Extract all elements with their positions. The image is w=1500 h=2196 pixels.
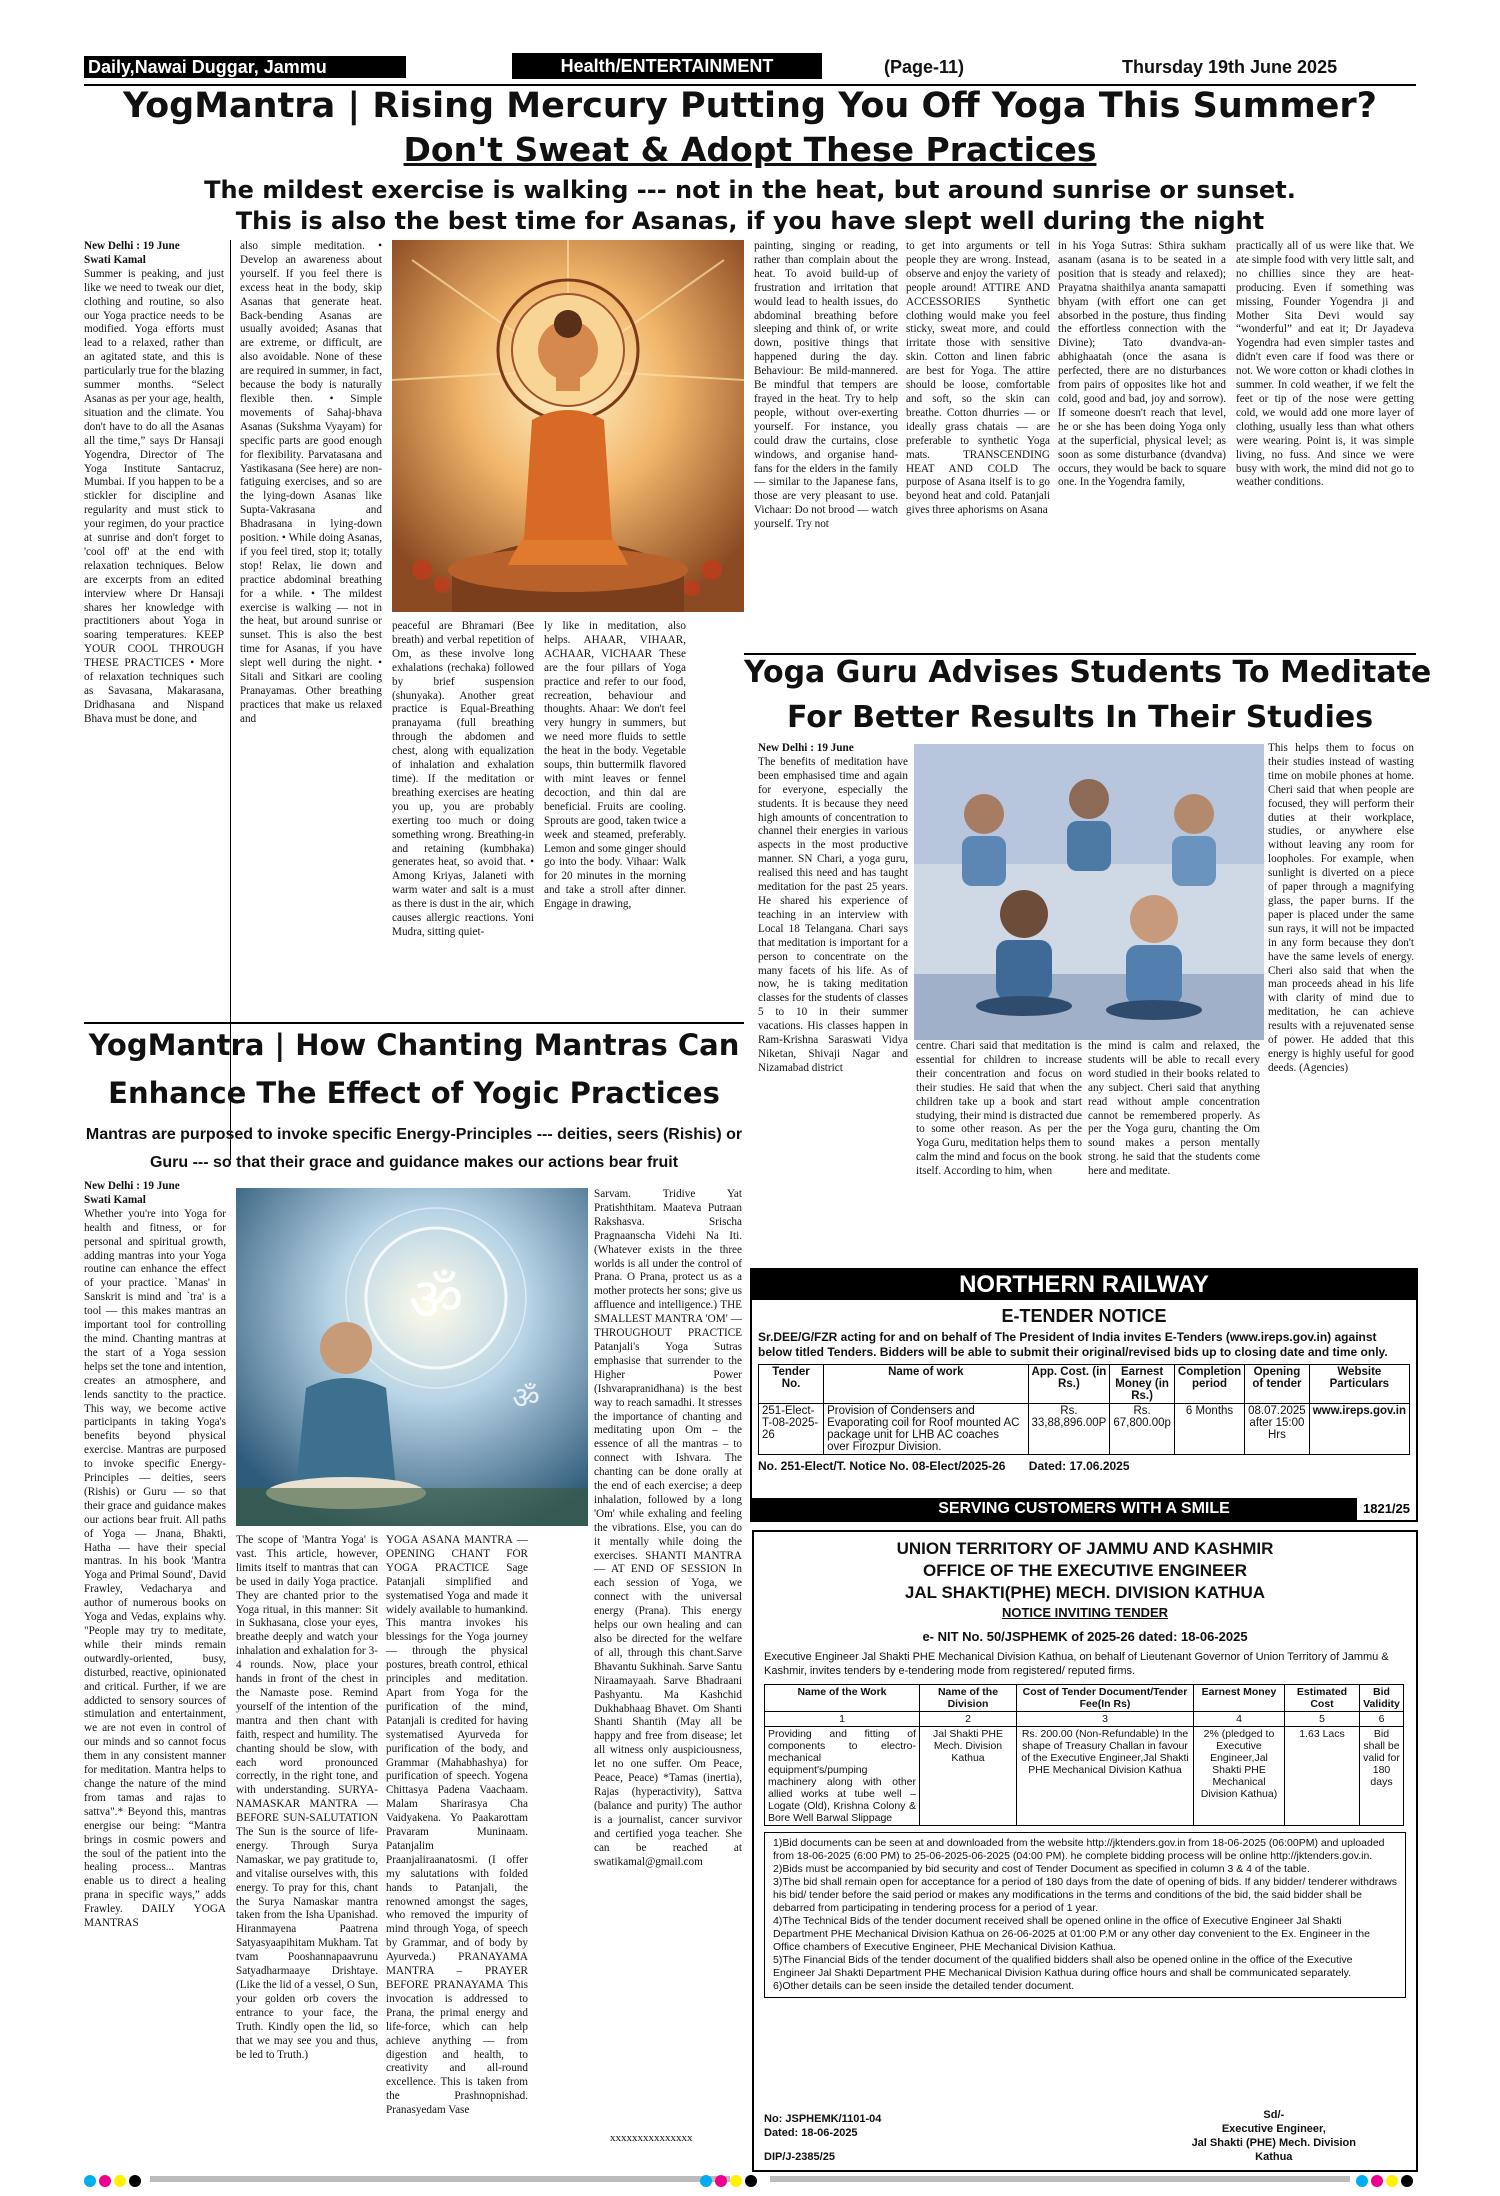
jk-c2: Rs. 200.00 (Non-Refundable) In the shape of Treasury Challan in favour of the Executive Engineer,Jal Shakti PHE Mechanical Division Kathua [1017, 1727, 1194, 1826]
reg-dot-black-3 [1401, 2175, 1413, 2187]
jk-n4: 5 [1285, 1712, 1360, 1727]
jk-c0: Providing and fitting of components to electro-mechanical equipment's/pumping machinery along with other allied works at tube well –Logate (Old), Krishna Colony & Bore Well Barwal Slippage [765, 1727, 920, 1826]
om-meditation-image [236, 1188, 588, 1526]
railway-slogan: SERVING CUSTOMERS WITH A SMILE [938, 1500, 1230, 1517]
mantra-column-4 [594, 1188, 742, 2124]
main-col4-text: ly like in meditation, also helps. AHAAR, VIHAAR, ACHAAR, VICHAAR These are the four pillars of Yoga practice and refer to our food, recreation, behaviour and thoughts. Ahaar: We don't feel very hungry in summers, but we need more fluids to settle the heat in the body. Vegetable soups, thin buttermilk flavored with mint leaves or fennel decoction, and thin dal are beneficial. Fruits are cooling. Sprouts are good, taken twice a week and steamed, preferably. Lemon and some ginger should go into the body. Vihaar: Walk for 20 minutes in the morning and take a stroll after dinner. Engage in drawing, [544, 620, 686, 911]
guru-column-4 [1268, 742, 1414, 1266]
main-col1-text: Summer is peaking, and just like we need to tweak our diet, clothing and routine, so also our Yoga practice needs to be modified. Yoga efforts must lead to a relaxed, rather than an agitated state, and this is particularly true for the blazing summer months. “Select Asanas as per your age, health, situation and the climate. You don't have to do all the Asanas all the time,” says Dr Hansaji Yogendra, Director of The Yoga Institute Santacruz, Mumbai. If you happen to be a stickler for discipline and regularity and must stick to your regimen, do your practice at sunrise and don't forget to 'cool off' at the end with relaxation techniques. Below are excerpts from an edited interview where Dr Hansaji shares her knowledge with practitioners about Yoga in soaring temperatures. KEEP YOUR COOL THROUGH THESE PRACTICES • More of relaxation techniques such as Savasana, Makarasana, Dridhasana and Nispand Bhava must be done, and [84, 267, 224, 725]
svg-text:ॐ: ॐ [512, 1381, 540, 1416]
jk-c4: 1.63 Lacs [1285, 1727, 1360, 1826]
main-subhead: Don't Sweat & Adopt These Practices [403, 130, 1097, 169]
guru-column-1 [758, 742, 908, 1264]
jk-no: No: JSPHEMK/1101-04 [764, 2113, 882, 2125]
railway-h4: Completion period [1174, 1365, 1244, 1404]
main-col8-text: practically all of us were like that. We ate simple food with very little salt, and no chillies since they are heat-producing. Even if something was missing, Founder Yogendra ji and Mother Sita Devi would say “wonderful” and eat it; Dr Jayadeva Yogendra had even simpler tastes and didn't even care if food was there or not. We wore cotton or khadi clothes in summer. In cold weather, if we felt the feet or tip of the nose were getting cold, we would add one more layer of clothing, usually less than what others were wearing. Point is, it was simple living, no fuss. And since we were busy with work, the mind did not go to weather conditions. [1236, 240, 1414, 489]
guru-dateline: New Delhi : 19 June [758, 742, 854, 754]
main-deck-2: This is also the best time for Asanas, if you have slept well during the night [235, 207, 1265, 235]
guru-column-2 [916, 1040, 1082, 1266]
main-column-4 [544, 620, 686, 1016]
jk-h2: Cost of Tender Document/Tender Fee(In Rs) [1017, 1685, 1194, 1712]
railway-c0: 251-Elect-T-08-2025-26 [759, 1404, 824, 1455]
jk-c3: 2% (pledged to Executive Engineer,Jal Shakti PHE Mechanical Division Kathua) [1194, 1727, 1285, 1826]
jk-sig-2: Jal Shakti (PHE) Mech. Division [1191, 2137, 1356, 2149]
mantra-headline-1: YogMantra | How Chanting Mantras Can [88, 1028, 740, 1062]
jk-h1: Name of the Division [920, 1685, 1017, 1712]
jk-row [765, 1727, 1404, 1826]
guru-col4-text: This helps them to focus on their studies instead of wasting time on mobile phones at home. Cheri said that when people are focused, they will perform their duties at their workplace, studies, or anywhere else without leaving any room for loopholes. For example, when sunlight is diverted on a piece of paper through a magnifying glass, the paper burns. If the paper is placed under the same sun rays, it will not be impacted in any form because they don't have the same levels of energy. Cheri also said that when the man proceeds ahead in his life with clarity of mind due to meditation, he can achieve results with a rejuvenated sense of power. He added that this energy is highly useful for good deeds. (Agencies) [1268, 742, 1414, 1074]
railway-c6: www.ireps.gov.in [1309, 1404, 1409, 1455]
jk-c1: Jal Shakti PHE Mech. Division Kathua [920, 1727, 1017, 1826]
railway-dated: Dated: 17.06.2025 [1028, 1459, 1130, 1473]
guru-headline-2: For Better Results In Their Studies [786, 700, 1374, 735]
mantra-deck-2: Guru --- so that their grace and guidance makes our actions bear fruit [149, 1154, 679, 1171]
reg-dot-yellow [114, 2175, 126, 2187]
jk-dated: Dated: 18-06-2025 [764, 2127, 858, 2139]
railway-row [759, 1404, 1410, 1455]
jk-n5: 6 [1360, 1712, 1404, 1727]
main-col3-text: peaceful are Bhramari (Bee breath) and verbal repetition of Om, as these involve long exhalations (rechaka) followed by brief suspension (shunyaka). Another great practice is Equal-Breathing pranayama (full breathing through the abdomen and chest, along with equalization of inhalation and exhalation time). If the meditation or breathing exercises are heating you up, you are probably exerting too much or doing something wrong. Breathing-in and retaining (kumbhaka) generates heat, so avoid that. • Among Kriyas, Jalaneti with warm water and salt is a must as there is dust in the air, which causes allergic reactions. Yoni Mudra, sitting quiet- [392, 620, 534, 938]
jk-header-row [765, 1685, 1404, 1712]
railway-table [758, 1364, 1410, 1455]
jk-h0: Name of the Work [765, 1685, 920, 1712]
reg-dot-cyan [84, 2175, 96, 2187]
railway-h3: Earnest Money (in Rs.) [1110, 1365, 1175, 1404]
reg-dot-magenta-3 [1371, 2175, 1383, 2187]
jk-line-2: OFFICE OF THE EXECUTIVE ENGINEER [923, 1561, 1247, 1580]
masthead-section: Health/ENTERTAINMENT [512, 53, 822, 79]
reg-dot-magenta [99, 2175, 111, 2187]
jk-line-4: NOTICE INVITING TENDER [1001, 1605, 1169, 1620]
guru-col2-text: centre. Chari said that meditation is essential for children to increase their concentration and focus on their studies. He said that when the children take up a book and start studying, their mind is distracted due to some other reason. As per the Yoga Guru, meditation helps them to calm the mind and focus on the book itself. According to him, when [916, 1040, 1082, 1178]
mantra-column-3 [386, 1534, 528, 2160]
reg-dot-cyan-3 [1356, 2175, 1368, 2187]
jk-nit: e- NIT No. 50/JSPHEMK of 2025-26 dated: 18-06-2025 [922, 1629, 1248, 1644]
guru-col1-text: The benefits of meditation have been emphasised time and again for everyone, especially the students. It is because they need high amounts of concentration to channel their energies in various aspects in the most productive manner. SN Chari, a yoga guru, realised this need and has taught meditation for the past 25 years. He shared his experience of teaching in an interview with Local 18 Telangana. Chari says that meditation is important for a person to concentrate on the many facets of his life. As of now, he is taking meditation classes for the students of classes 5 to 10 in their summer vacations. His classes happen in Ram-Krishna Saraswati Vidya Niketan, Shivaji Nagar and Nizamabad district [758, 755, 908, 1074]
railway-c4: 6 Months [1174, 1404, 1244, 1455]
jk-note-5: 5)The Financial Bids of the tender document of the qualified bidders shall also be opened online in the office of the Executive Engineer Jal Shakti Department PHE Mechanical Division Kathua during office hours and shall be communicated separately. [773, 1954, 1353, 1979]
railway-slogan-bar [752, 1498, 1416, 1520]
registration-marks-center [700, 2172, 760, 2191]
jk-intro: Executive Engineer Jal Shakti PHE Mechanical Division Kathua, on behalf of Lieutenant Governor of Union Territory of Jammu & Kashmir, invites tenders by e-tendering mode from registered/ reputed firms. [764, 1651, 1389, 1677]
main-col5-text: painting, singing or reading, rather than complain about the heat. To avoid build-up of frustration and irritation that would lead to health issues, do abdominal breathing before sleeping and think of, or write down, positive things that happened during the day. Behaviour: Be mild-mannered. Be mindful that tempers are frayed in the heat. Try to help people, without over-exerting yourself. For instance, you could draw the curtains, close windows, and organise hand-fans for the elders in the family — similar to the Japanese fans, those are very pleasant to use. Vichaar: Do not brood — watch yourself. Try not [754, 240, 898, 531]
mantra-col3-text: YOGA ASANA MANTRA — OPENING CHANT FOR YOGA PRACTICE Sage Patanjali simplified and systematised Yoga and made it widely available to humankind. This mantra invokes his blessings for the Yoga journey — through the physical postures, breath control, ethical principles and meditation. Apart from Yoga for the purification of the mind, Patanjali is credited for having systematised Ayurveda for purification of the body, and Grammar (Mahabhashya) for purification of speech. Yogena Chittasya Padena Vaachaam. Malam Sharirasya Cha Vaidyakena. Yo Paakarottam Pravaram Muninaam. Patanjalim Praanjaliraanatosmi. (I offer my salutations with folded hands to Patanjali, the renowned amongst the sages, who removed the impurity of mind through Yoga, of speech by Grammar, and of body by Ayurveda.) PRANAYAMA MANTRA – PRAYER BEFORE PRANAYAMA This invocation is addressed to Prana, the primal energy and life-force, which can help achieve anything — from digestion and health, to creativity and all-round excellence. This is taken from the Prashnopnishad. Pranasyedam Vase [386, 1534, 528, 2117]
reg-dot-black [129, 2175, 141, 2187]
mantra-byline: Swati Kamal [84, 1193, 146, 1206]
guru-col3-text: the mind is calm and relaxed, the students will be able to recall every word studied in their books related to any subject. Cheri said that anything read without ample concentration cannot be remembered properly. As per the Yoga guru, chanting the Om sound makes a person mentally strong. he said that the students come here and meditate. [1088, 1040, 1260, 1178]
mantra-col1-text: Whether you're into Yoga for health and fitness, or for personal and spiritual growth, adding mantras into your Yoga routine can enhance the effect of your practice. `Manas' in Sanskrit is mind and `tra' is a tool — this makes mantras an important tool for controlling the mind. Chanting mantras at the start of a Yoga session helps set the tone and intention, creates an atmosphere, and lends sanctity to the practice. This way, we become active participants in taking Yoga's benefits beyond physical exercise. Mantras are purposed to invoke specific Energy-Principles — deities, seers (Rishis) or Guru — so that their grace and guidance makes our actions bear fruit. All paths of Yoga — Jnana, Bhakti, Hatha — have their special mantras. In his book 'Mantra Yoga and Primal Sound', David Frawley, Vedacharya and author of numerous books on Yoga and Vedas, explains why. "People may try to meditate, while their minds remain outwardly-oriented, busy, disturbed, reactive, opinionated and critical. Further, if we are addicted to sensory sources of stimulation and entertainment, we are not even in control of our minds and so cannot focus them in any consistent manner for meditation. Mantra helps to change the nature of the mind from tamas and rajas to sattva".* Beyond this, mantras energise our being: “Mantra brings in cosmic powers and the soul of the patient into the healing process... Mantras enable us to direct a healing prana in specific ways,” adds Frawley. DAILY YOGA MANTRAS [84, 1207, 226, 1930]
jk-notes-box [764, 1832, 1406, 1998]
jk-n3: 4 [1194, 1712, 1285, 1727]
railway-h6: Website Particulars [1309, 1365, 1409, 1404]
railway-c3: Rs. 67,800.00p [1110, 1404, 1175, 1455]
railway-c2: Rs. 33,88,896.00P [1028, 1404, 1110, 1455]
railway-h5: Opening of tender [1245, 1365, 1310, 1404]
registration-bar-left [150, 2176, 730, 2182]
guru-column-3 [1088, 1040, 1260, 1266]
railway-ad [750, 1268, 1418, 1522]
masthead-date: Thursday 19th June 2025 [1122, 57, 1338, 77]
svg-text:ॐ: ॐ [408, 1265, 464, 1335]
jk-c5: Bid shall be valid for 180 days [1360, 1727, 1404, 1826]
railway-notice-line [752, 1457, 1416, 1475]
railway-h2: App. Cost. (in Rs.) [1028, 1365, 1110, 1404]
jk-h4: Estimated Cost [1285, 1685, 1360, 1712]
railway-h1: Name of work [824, 1365, 1028, 1404]
mantra-endmark: xxxxxxxxxxxxxxx [610, 2132, 693, 2144]
meditating-buddha-image [392, 240, 744, 612]
jk-note-3: 3)The bid shall remain open for acceptance for a period of 180 days from the date of opening of bids. If any bidder/ tenderer withdraws his bid/ tender before the said period or makes any modifications in the terms and conditions of the bid, the said bidder shall be debarred from participating in tendering process for a period of 1 year. [773, 1876, 1397, 1914]
main-column-3 [392, 620, 534, 1016]
reg-dot-cyan-2 [700, 2175, 712, 2187]
jk-note-1: 1)Bid documents can be seen at and downloaded from the website http://jktenders.gov.in from 18-06-2025 (06:00PM) and uploaded from 18-06-2025 (6:00 PM) to 25-06-2025-06-2025 (04:00 PM). he complete bidding process will be online http://jktenders.gov.in. [773, 1837, 1385, 1862]
students-meditating-image [914, 744, 1264, 1040]
main-deck-1: The mildest exercise is walking --- not in the heat, but around sunrise or sunset. [204, 176, 1296, 204]
jk-signature [1192, 2108, 1356, 2164]
main-dateline: New Delhi : 19 June [84, 240, 180, 252]
main-headline: YogMantra | Rising Mercury Putting You Off Yoga This Summer? [122, 86, 1377, 126]
masthead-page: (Page-11) [884, 57, 965, 77]
jk-footer-left [764, 2112, 881, 2164]
railway-notice-no: No. 251-Elect/T. Notice No. 08-Elect/2025-26 [758, 1459, 1006, 1473]
jk-note-2: 2)Bids must be accompanied by bid security and cost of Tender Document as specified in column 3 & 4 of the table. [773, 1863, 1310, 1875]
mantra-col4-text: Sarvam. Tridive Yat Pratishthitam. Maateva Putraan Rakshasva. Srischa Pragnaanscha Videhi Na Iti. (Whatever exists in the three worlds is all under the control of Prana. O Prana, protect us as a mother protects her sons; give us affluence and intelligence.) THE SMALLEST MANTRA 'OM' — THROUGHOUT PRACTICE Patanjali's Yoga Sutras emphasise that surrender to the Higher Power (Ishvarapranidhana) is the best way to reach samadhi. It stresses the importance of chanting and meditating upon Om – the essence of all the mantras – to connect with Ishvara. The chanting can be done orally at the end of each exercise; a deep inhalation, followed by a long 'Om' while exhaling and feeling the vibrations. Else, you can do it mentally while doing the exercises. SHANTI MANTRA — AT END OF SESSION In each session of Yoga, we connect with the universal energy (Prana). This energy helps our own healing and can also be directed for the welfare of all, through this chant.Sarve Bhavantu Sukhinah. Sarve Santu Niraamayaah. Sarve Bhadraani Pashyantu. Ma Kashchid Dukhabhaag Bhavet. Om Shanti Shanti Shantih (May all be happy and free from disease; let all witness only auspiciousness, let no one suffer. Om Peace, Peace, Peace) *Tamas (inertia), Rajas (hyperactivity), Sattva (balance and purity) The author is a journalist, cancer survivor and certified yoga teacher. She can be reached at swatikamal@gmail.com [594, 1188, 742, 1868]
railway-c1: Provision of Condensers and Evaporating coil for Roof mounted AC package unit for LHB AC coaches over Firozpur Division. [824, 1404, 1028, 1455]
main-column-6 [906, 240, 1050, 646]
main-byline: Swati Kamal [84, 253, 146, 266]
reg-dot-yellow-2 [730, 2175, 742, 2187]
jk-sd: Sd/- [1263, 2109, 1285, 2121]
mantra-column-1 [84, 1180, 226, 2160]
jk-tender-ad [752, 1530, 1418, 2172]
mantra-top-rule [84, 1022, 744, 1024]
jk-sig-3: Kathua [1255, 2151, 1293, 2163]
jk-n2: 3 [1017, 1712, 1194, 1727]
railway-code: 1821/25 [1357, 1498, 1416, 1520]
reg-dot-black-2 [745, 2175, 757, 2187]
jk-h3: Earnest Money [1194, 1685, 1285, 1712]
mantra-dateline: New Delhi : 19 June [84, 1180, 180, 1192]
main-col7-text: in his Yoga Sutras: Sthira sukham asanam (asana is to be seated in a position that is steady and relaxed); Prayatna shaithilya ananta samapatti bhyam (with effort one can get absorbed in the posture, thus finding the effortless connection with the Divine); Tato dvandva-an-abhighaatah (once the asana is perfected, there are no disturbances from pairs of opposites like hot and cold, good and bad, joy and sorrow). If someone doesn't reach that level, he or she has been doing Yoga only at the superficial, physical level; as soon as some disturbance (dvandva) occurs, they would be back to square one. In the Yogendra family, [1058, 240, 1226, 489]
railway-intro: Sr.DEE/G/FZR acting for and on behalf of The President of India invites E-Tenders (www.ireps.gov.in) against below titled Tenders. Bidders will be able to submit their original/revised bids up to closing date and time only. [758, 1330, 1388, 1359]
main-col2-text: also simple meditation. • Develop an awareness about yourself. If you feel there is excess heat in the body, skip Asanas that generate heat. Back-bending Asanas are usually avoided; Asanas that are extreme, or difficult, are also avoidable. None of these are required in summer, in fact, because the body is naturally flexible then. • Simple movements of Sahaj-bhava Asanas (Sukshma Vyayam) for specific parts are good enough for flexibility. Parvatasana and Yastikasana (See here) are non-fatiguing exercises, and so are the lying-down Asanas like Supta-Vakrasana and Bhadrasana in lying-down position. • While doing Asanas, if you feel tired, stop it; totally stop! Relax, lie down and practice abdominal breathing for a while. • The mildest exercise is walking — not in the heat, but around sunrise or sunset. This is also the best time for Asanas, if you have slept well during the night. • Sitali and Sitkari are cooling Pranayamas. Other breathing practices that make us relaxed and [240, 240, 382, 725]
guru-headline-1: Yoga Guru Advises Students To Meditate [744, 655, 1432, 690]
mantra-column-2 [236, 1534, 378, 2160]
masthead-left: Daily,Nawai Duggar, Jammu [84, 56, 406, 78]
railway-subtitle: E-TENDER NOTICE [1001, 1306, 1167, 1326]
main-column-5 [754, 240, 898, 646]
reg-dot-magenta-2 [715, 2175, 727, 2187]
mantra-headline-2: Enhance The Effect of Yogic Practices [108, 1076, 720, 1110]
jk-line-3: JAL SHAKTI(PHE) MECH. DIVISION KATHUA [904, 1583, 1266, 1602]
jk-table [764, 1684, 1404, 1826]
registration-marks-left [84, 2172, 144, 2191]
railway-c5: 08.07.2025 after 15:00 Hrs [1245, 1404, 1310, 1455]
jk-dip: DIP/J-2385/25 [764, 2151, 835, 2163]
jk-n1: 2 [920, 1712, 1017, 1727]
railway-header-row [759, 1365, 1410, 1404]
main-column-7 [1058, 240, 1226, 646]
jk-num-row [765, 1712, 1404, 1727]
jk-n0: 1 [765, 1712, 920, 1727]
jk-note-6: 6)Other details can be seen inside the detailed tender document. [773, 1980, 1075, 1992]
jk-line-1: UNION TERRITORY OF JAMMU AND KASHMIR [896, 1539, 1274, 1558]
registration-marks-right [1356, 2172, 1416, 2191]
registration-bar-right [770, 2176, 1350, 2182]
mantra-col2-text: The scope of 'Mantra Yoga' is vast. This article, however, limits itself to mantras that can be used in daily Yoga practice. They are chanted prior to the Yoga ritual, in this manner: Sit in Sukhasana, close your eyes, breathe deeply and watch your inhalation and exhalation for 3-4 rounds. Now, place your hands in front of the chest in the Namaste pose. Remind yourself of the intention of the mantra and then chant with faith, respect and humility. The chanting should be slow, with each word pronounced correctly, in the right tone, and with understanding. SURYA-NAMASKAR MANTRA — BEFORE SUN-SALUTATION The Sun is the source of life-energy. Through Surya Namaskar, we pay gratitude to, and vitalise ourselves with, this energy. To pray for this, chant the Surya Namaskar mantra taken from the Isha Upanishad. Hiranmayena Paatrena Satyasyaapihitam Mukham. Tat tvam Pooshannapaavrunu Satyadharmaaye Drishtaye. (Like the lid of a vessel, O Sun, your golden orb covers the entrance to your face, the Truth. Kindly open the lid, so that we may see you and thus, be led to Truth.) [236, 1534, 378, 2061]
jk-sig-1: Executive Engineer, [1221, 2123, 1326, 2135]
main-column-8 [1236, 240, 1414, 646]
main-col6-text: to get into arguments or tell people they are wrong. Instead, observe and enjoy the variety of people around! ATTIRE AND ACCESSORIES Synthetic clothing would make you feel sticky, sweat more, and could irritate those with sensitive skin. Cotton and linen fabric are best for Yoga. The attire should be loose, comfortable and soft, so the skin can breathe. Cotton dhurries — or ideally grass chatais — are preferable to synthetic Yoga mats. TRANSCENDING HEAT AND COLD The purpose of Asana itself is to go beyond heat and cold. Patanjali gives three aphorisms on Asana [906, 240, 1050, 517]
mantra-deck-1: Mantras are purposed to invoke specific Energy-Principles --- deities, seers (Rishis) or [85, 1126, 743, 1143]
railway-h0: Tender No. [759, 1365, 824, 1404]
jk-note-4: 4)The Technical Bids of the tender document received shall be opened online in the office of Executive Engineer Jal Shakti Department PHE Mechanical Division Kathua on 26-06-2025 at 01:00 P.M or any other day convenient to the Ex. Engineer in the Office chambers of Executive Engineer, PHE Mechanical Division Kathua. [773, 1915, 1370, 1953]
reg-dot-yellow-3 [1386, 2175, 1398, 2187]
jk-h5: Bid Validity [1360, 1685, 1404, 1712]
railway-title: NORTHERN RAILWAY [752, 1270, 1416, 1300]
